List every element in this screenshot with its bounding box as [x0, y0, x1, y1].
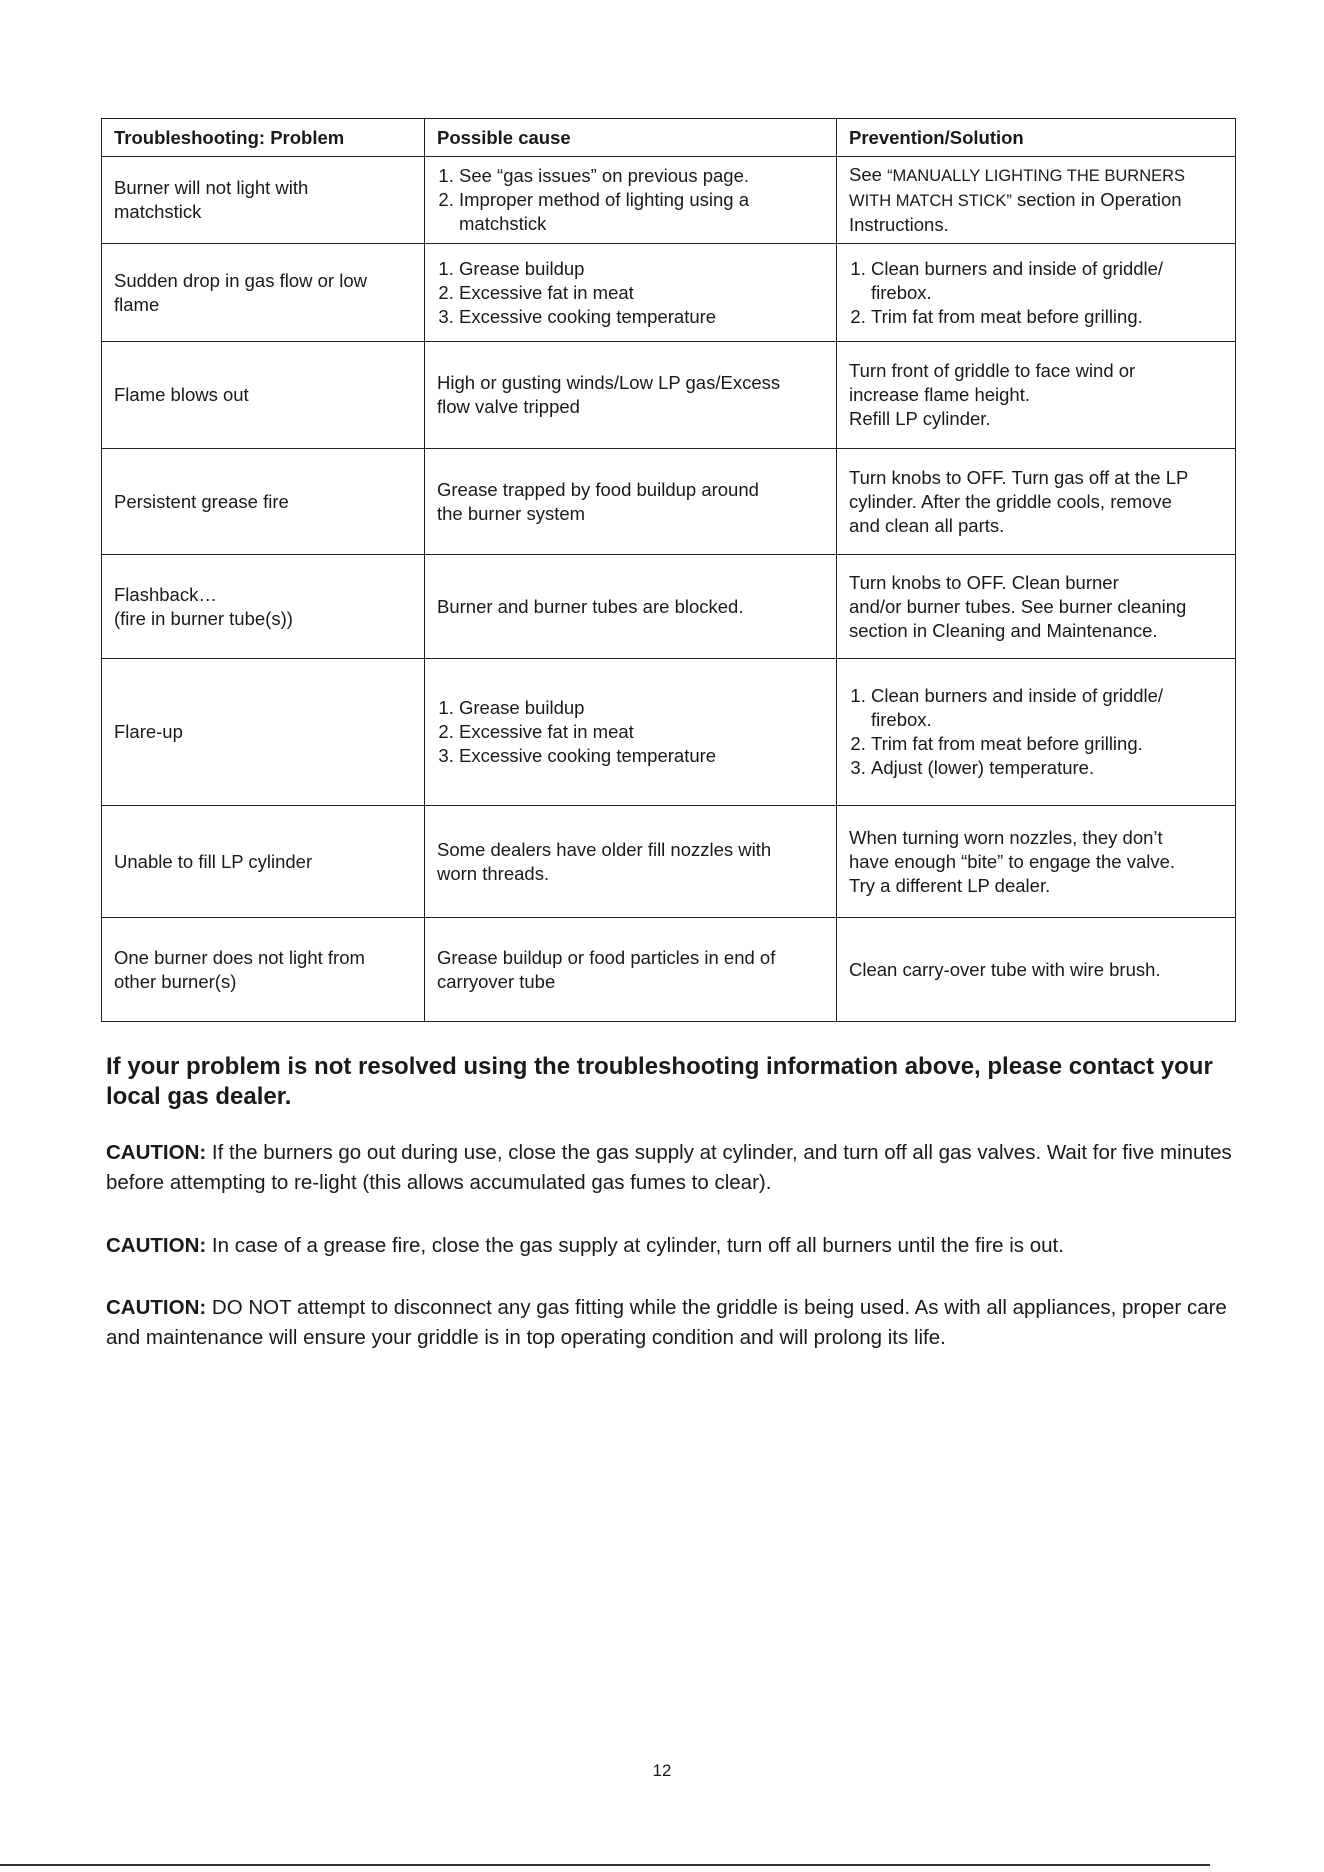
cause-cell — [425, 244, 837, 342]
caution-text: DO NOT attempt to disconnect any gas fitting while the griddle is being used. As with all appliances, proper care and maintenance will ensure your griddle is in top operating condition and will prolong its life. — [106, 1296, 1227, 1349]
problem-text: flame — [114, 293, 160, 315]
solution-text: When turning worn nozzles, they don’t — [849, 826, 1163, 848]
cause-text: the burner system — [437, 502, 586, 524]
problem-cell — [102, 918, 425, 1022]
solution-text: “MANUALLY LIGHTING THE BURNERS — [887, 167, 1186, 185]
solution-text: cylinder. After the griddle cools, remove — [849, 490, 1172, 512]
problem-text: matchstick — [114, 201, 202, 222]
solution-text: Turn knobs to OFF. Clean burner — [849, 571, 1119, 593]
cause-item: 2. Improper method of lighting using a matchstick — [459, 188, 824, 236]
solution-item: 1. Clean burners and inside of griddle/ firebox. — [871, 257, 1223, 305]
solution-text: Refill LP cylinder. — [849, 408, 991, 429]
contact-dealer-notice: If your problem is not resolved using the troubleshooting information above, please contact your local gas dealer. — [106, 1053, 1213, 1110]
problem-cell — [102, 555, 425, 659]
troubleshooting-table — [101, 118, 1236, 1022]
cause-text: Burner and burner tubes are blocked. — [437, 595, 744, 617]
cause-text: carryover tube — [437, 970, 556, 992]
cause-cell — [425, 659, 837, 806]
problem-text: One burner does not light from — [114, 946, 365, 968]
solution-text: Try a different LP dealer. — [849, 874, 1051, 896]
cause-item: 1. See “gas issues” on previous page. — [459, 164, 824, 188]
solution-text: WITH MATCH STICK” — [849, 192, 1012, 210]
solution-text: Turn front of griddle to face wind or — [849, 360, 1136, 381]
solution-cell — [837, 555, 1236, 659]
table-row — [102, 918, 1236, 1022]
caution-paragraph — [106, 1138, 1256, 1198]
solution-text: section in Cleaning and Maintenance. — [849, 619, 1158, 641]
cause-text: Grease buildup or food particles in end of — [437, 946, 776, 968]
cause-text: Some dealers have older fill nozzles with — [437, 838, 772, 860]
problem-cell — [102, 157, 425, 244]
problem-cell — [102, 244, 425, 342]
solution-text: section in Operation — [1011, 189, 1182, 210]
problem-cell — [102, 659, 425, 806]
problem-text: Flashback… — [114, 583, 217, 605]
cause-cell — [425, 342, 837, 449]
problem-cell — [102, 449, 425, 555]
solution-cell — [837, 659, 1236, 806]
caution-label: CAUTION: — [106, 1141, 207, 1164]
problem-text: Flare-up — [114, 721, 183, 742]
solution-cell — [837, 918, 1236, 1022]
problem-text: other burner(s) — [114, 970, 237, 992]
solution-text: and clean all parts. — [849, 514, 1005, 536]
cause-item: 3. Excessive cooking temperature — [459, 305, 824, 329]
cause-item: 1. Grease buildup — [459, 257, 824, 281]
problem-text: (fire in burner tube(s)) — [114, 607, 293, 629]
header-problem: Troubleshooting: Problem — [102, 119, 425, 157]
table-row — [102, 555, 1236, 659]
cause-item: 1. Grease buildup — [459, 696, 824, 720]
table-row — [102, 806, 1236, 918]
solution-cell — [837, 342, 1236, 449]
page-number: 12 — [652, 1761, 672, 1780]
cause-cell — [425, 918, 837, 1022]
problem-text: Sudden drop in gas flow or low — [114, 269, 367, 291]
header-cause: Possible cause — [425, 119, 837, 157]
table-row — [102, 659, 1236, 806]
solution-text: Clean carry-over tube with wire brush. — [849, 958, 1161, 980]
problem-text: Persistent grease fire — [114, 490, 289, 512]
cause-text: flow valve tripped — [437, 396, 580, 417]
cause-text: worn threads. — [437, 862, 550, 884]
table-header-row — [102, 119, 1236, 157]
cause-cell — [425, 555, 837, 659]
caution-label: CAUTION: — [106, 1234, 207, 1257]
problem-cell — [102, 342, 425, 449]
cause-item: 2. Excessive fat in meat — [459, 281, 824, 305]
cause-cell — [425, 806, 837, 918]
table-row — [102, 449, 1236, 555]
caution-paragraph — [106, 1231, 1256, 1261]
solution-cell — [837, 449, 1236, 555]
solution-cell — [837, 806, 1236, 918]
solution-text: increase flame height. — [849, 384, 1030, 405]
problem-cell — [102, 806, 425, 918]
footer-rule — [0, 1864, 1210, 1866]
problem-text: Burner will not light with — [114, 177, 309, 198]
solution-text: Instructions. — [849, 214, 949, 235]
solution-item: 3. Adjust (lower) temperature. — [871, 756, 1223, 780]
solution-text: have enough “bite” to engage the valve. — [849, 850, 1176, 872]
solution-text: See — [849, 164, 888, 185]
table-row — [102, 244, 1236, 342]
solution-item: 2. Trim fat from meat before grilling. — [871, 305, 1223, 329]
cause-cell — [425, 449, 837, 555]
caution-text: In case of a grease fire, close the gas supply at cylinder, turn off all burners until the fire is out. — [206, 1234, 1064, 1257]
table-row — [102, 342, 1236, 449]
solution-item: 2. Trim fat from meat before grilling. — [871, 732, 1223, 756]
cause-cell — [425, 157, 837, 244]
solution-cell — [837, 157, 1236, 244]
caution-text: If the burners go out during use, close the gas supply at cylinder, and turn off all gas valves. Wait for five minutes before attempting to re-light (this allows accumulated gas fumes to clear). — [106, 1141, 1232, 1194]
solution-text: Turn knobs to OFF. Turn gas off at the LP — [849, 466, 1189, 488]
cause-text: Grease trapped by food buildup around — [437, 478, 759, 500]
header-solution: Prevention/Solution — [837, 119, 1236, 157]
caution-paragraph — [106, 1293, 1256, 1353]
problem-text: Flame blows out — [114, 384, 249, 405]
cause-item: 3. Excessive cooking temperature — [459, 744, 824, 768]
caution-label: CAUTION: — [106, 1296, 207, 1319]
solution-text: and/or burner tubes. See burner cleaning — [849, 595, 1187, 617]
table-row — [102, 157, 1236, 244]
cause-text: High or gusting winds/Low LP gas/Excess — [437, 372, 781, 393]
solution-cell — [837, 244, 1236, 342]
cause-item: 2. Excessive fat in meat — [459, 720, 824, 744]
solution-item: 1. Clean burners and inside of griddle/ firebox. — [871, 684, 1223, 732]
problem-text: Unable to fill LP cylinder — [114, 850, 313, 872]
